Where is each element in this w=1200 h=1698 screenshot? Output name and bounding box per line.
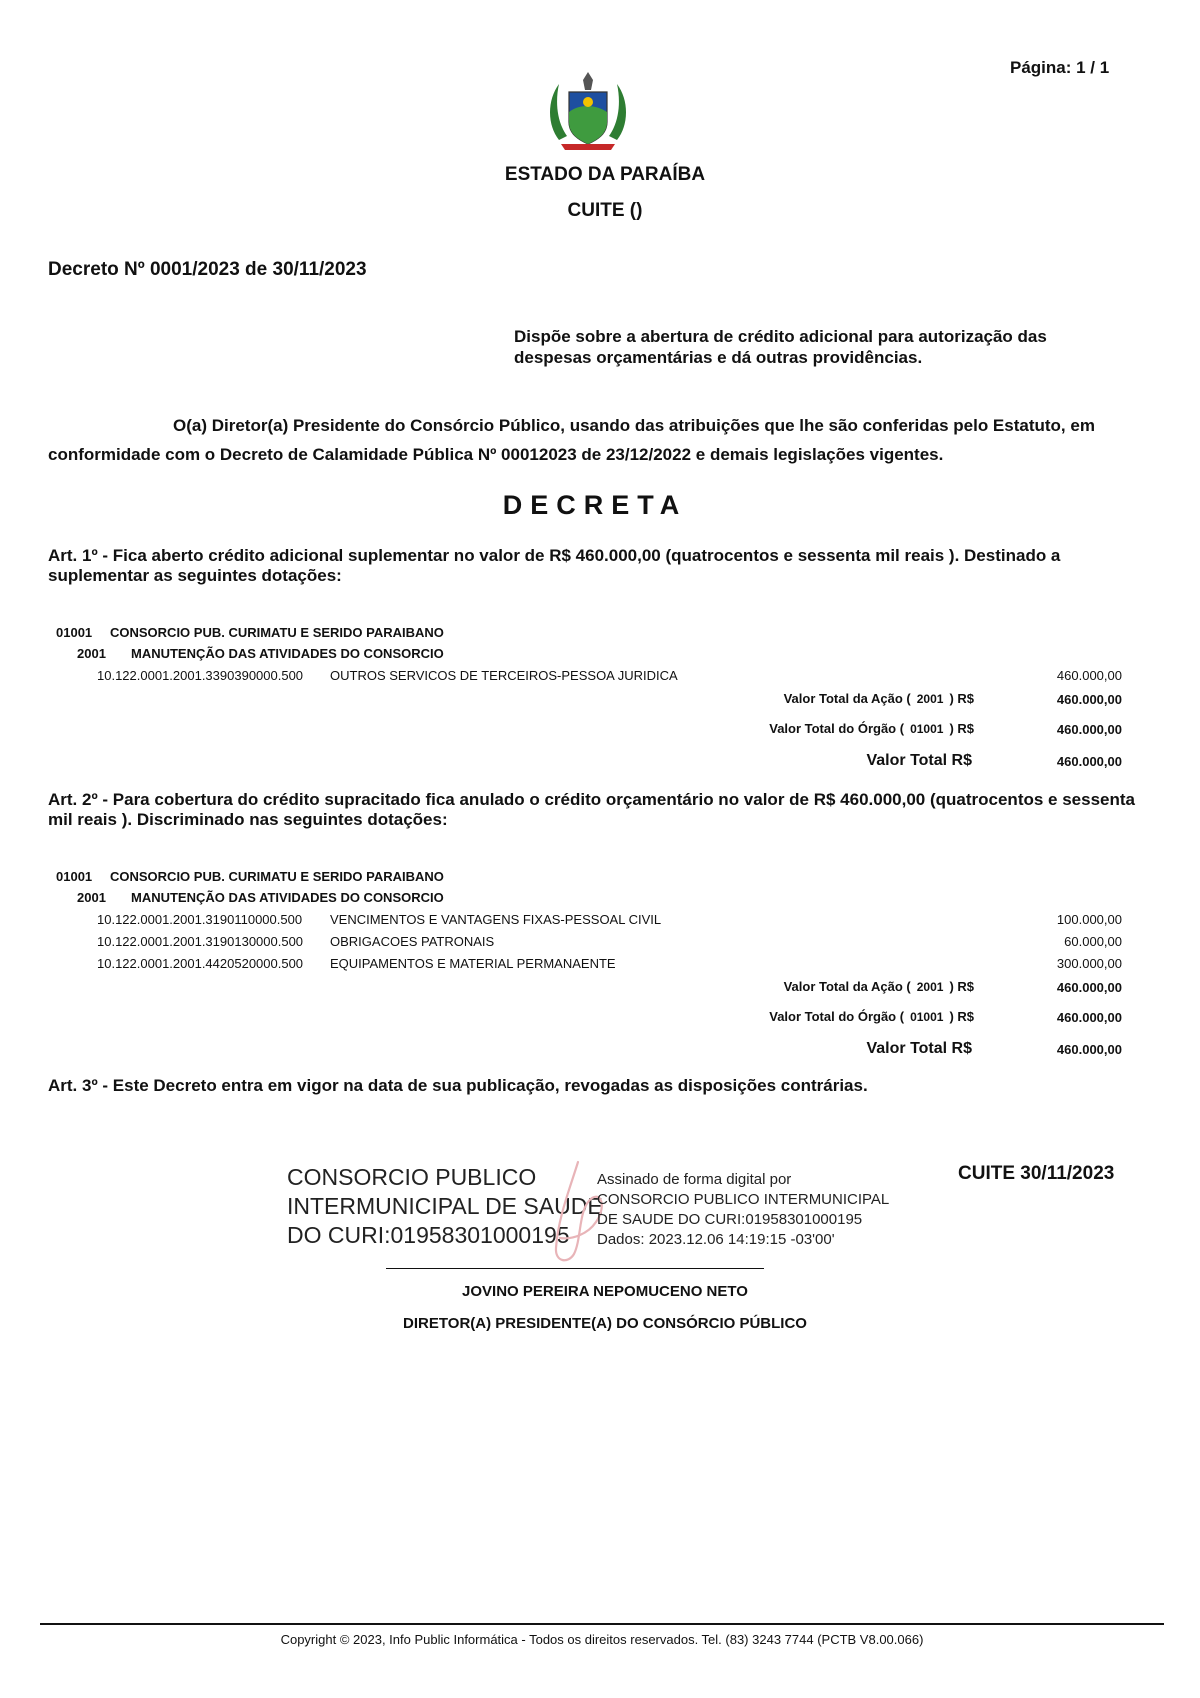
action-line [77, 646, 444, 661]
org-line [56, 625, 444, 640]
signer-line: CONSORCIO PUBLICO [287, 1164, 537, 1190]
article-3-text: Art. 3º - Este Decreto entra em vigor na data de sua publicação, revogadas as disposições contrárias. [48, 1076, 868, 1095]
org-code: 01001 [56, 869, 93, 884]
decree-preamble: O(a) Diretor(a) Presidente do Consórcio Público, usando das atribuições que lhe são conferidas pelo Estatuto, em conformidade com o Decreto de Calamidade Pública Nº 00012023 de 23/12/2022 e demais legislações vigentes. [48, 416, 1095, 464]
item-desc: OUTROS SERVICOS DE TERCEIROS-PESSOA JURIDICA [330, 668, 678, 683]
table-row [97, 956, 616, 971]
item-desc: EQUIPAMENTOS E MATERIAL PERMANAENTE [330, 956, 616, 971]
total-org-suffix: ) R$ [949, 1009, 974, 1024]
total-org-text: Valor Total do Órgão ( [769, 1009, 905, 1024]
action-code: 2001 [77, 646, 106, 661]
footer-divider [40, 1623, 1164, 1625]
signature-info-line: Dados: 2023.12.06 14:19:15 -03'00' [597, 1231, 835, 1248]
signer-line: INTERMUNICIPAL DE SAUDE [287, 1193, 603, 1219]
total-org-text: Valor Total do Órgão ( [769, 721, 905, 736]
item-value: 60.000,00 [1064, 934, 1122, 949]
state-name: ESTADO DA PARAÍBA [504, 164, 706, 185]
grand-total-label: Valor Total R$ [866, 1040, 972, 1057]
total-org-suffix: ) R$ [949, 721, 974, 736]
total-org-label [769, 721, 974, 736]
total-action-label [784, 979, 974, 994]
org-code: 01001 [56, 625, 93, 640]
item-code: 10.122.0001.2001.4420520000.500 [97, 956, 304, 971]
grand-total-label: Valor Total R$ [866, 752, 972, 769]
total-action-suffix: ) R$ [949, 979, 974, 994]
item-desc: VENCIMENTOS E VANTAGENS FIXAS-PESSOAL CIVIL [330, 912, 662, 927]
total-action-value: 460.000,00 [1056, 980, 1122, 995]
table-row [97, 912, 661, 927]
total-action-text: Valor Total da Ação ( [783, 979, 911, 994]
action-line [77, 890, 444, 905]
total-org-value: 460.000,00 [1056, 1010, 1122, 1025]
total-action-value: 460.000,00 [1056, 692, 1122, 707]
total-action-label [784, 691, 974, 706]
total-org-code: 01001 [910, 722, 944, 736]
action-code: 2001 [77, 890, 106, 905]
signature-info-line: CONSORCIO PUBLICO INTERMUNICIPAL [597, 1191, 890, 1208]
page-number: Página: 1 / 1 [1010, 58, 1110, 77]
action-name: MANUTENÇÃO DAS ATIVIDADES DO CONSORCIO [131, 646, 444, 661]
total-action-code: 2001 [916, 980, 944, 994]
item-code: 10.122.0001.2001.3190130000.500 [97, 934, 304, 949]
org-line [56, 869, 444, 884]
grand-total-value: 460.000,00 [1056, 1042, 1122, 1057]
footer-copyright: Copyright © 2023, Info Public Informática - Todos os direitos reservados. Tel. (83) 3243 7744 (PCTB V8.00.066) [280, 1632, 924, 1647]
item-desc: OBRIGACOES PATRONAIS [330, 934, 495, 949]
total-org-value: 460.000,00 [1056, 722, 1122, 737]
total-action-text: Valor Total da Ação ( [783, 691, 911, 706]
item-code: 10.122.0001.2001.3390390000.500 [97, 668, 304, 683]
signature-info-line: Assinado de forma digital por [597, 1171, 792, 1188]
signature-line [386, 1268, 764, 1269]
digital-signature-info [597, 1170, 889, 1250]
item-value: 460.000,00 [1056, 668, 1122, 683]
signer-role: DIRETOR(A) PRESIDENTE(A) DO CONSÓRCIO PÚBLICO [403, 1315, 807, 1332]
signer-line: DO CURI:01958301000195 [287, 1222, 570, 1248]
org-name: CONSORCIO PUB. CURIMATU E SERIDO PARAIBANO [110, 869, 444, 884]
item-value: 100.000,00 [1056, 912, 1122, 927]
signer-person: JOVINO PEREIRA NEPOMUCENO NETO [462, 1283, 748, 1300]
total-action-suffix: ) R$ [949, 691, 974, 706]
table-row [97, 934, 494, 949]
decreta-heading: DECRETA [502, 490, 688, 520]
place-date: CUITE 30/11/2023 [958, 1163, 1115, 1184]
article-1-text: Art. 1º - Fica aberto crédito adicional suplementar no valor de R$ 460.000,00 (quatrocentos e sessenta mil reais ). Destinado a suplementar as seguintes dotações: [48, 546, 1061, 585]
table-row [97, 668, 678, 683]
total-org-code: 01001 [910, 1010, 944, 1024]
action-name: MANUTENÇÃO DAS ATIVIDADES DO CONSORCIO [131, 890, 444, 905]
signature-info-line: DE SAUDE DO CURI:01958301000195 [597, 1211, 863, 1228]
item-value: 300.000,00 [1056, 956, 1122, 971]
total-org-label [769, 1009, 974, 1024]
item-code: 10.122.0001.2001.3190110000.500 [97, 912, 303, 927]
coat-of-arms-icon [545, 70, 631, 154]
grand-total-value: 460.000,00 [1056, 754, 1122, 769]
decree-title: Decreto Nº 0001/2023 de 30/11/2023 [48, 259, 367, 280]
total-action-code: 2001 [916, 692, 944, 706]
decree-ementa: Dispõe sobre a abertura de crédito adicional para autorização das despesas orçamentárias e dá outras providências. [514, 327, 1047, 367]
article-2-text: Art. 2º - Para cobertura do crédito supracitado fica anulado o crédito orçamentário no valor de R$ 460.000,00 (quatrocentos e sessenta mil reais ). Discriminado nas seguintes dotações: [48, 790, 1135, 829]
org-name: CONSORCIO PUB. CURIMATU E SERIDO PARAIBANO [110, 625, 444, 640]
city-name: CUITE () [567, 200, 643, 221]
